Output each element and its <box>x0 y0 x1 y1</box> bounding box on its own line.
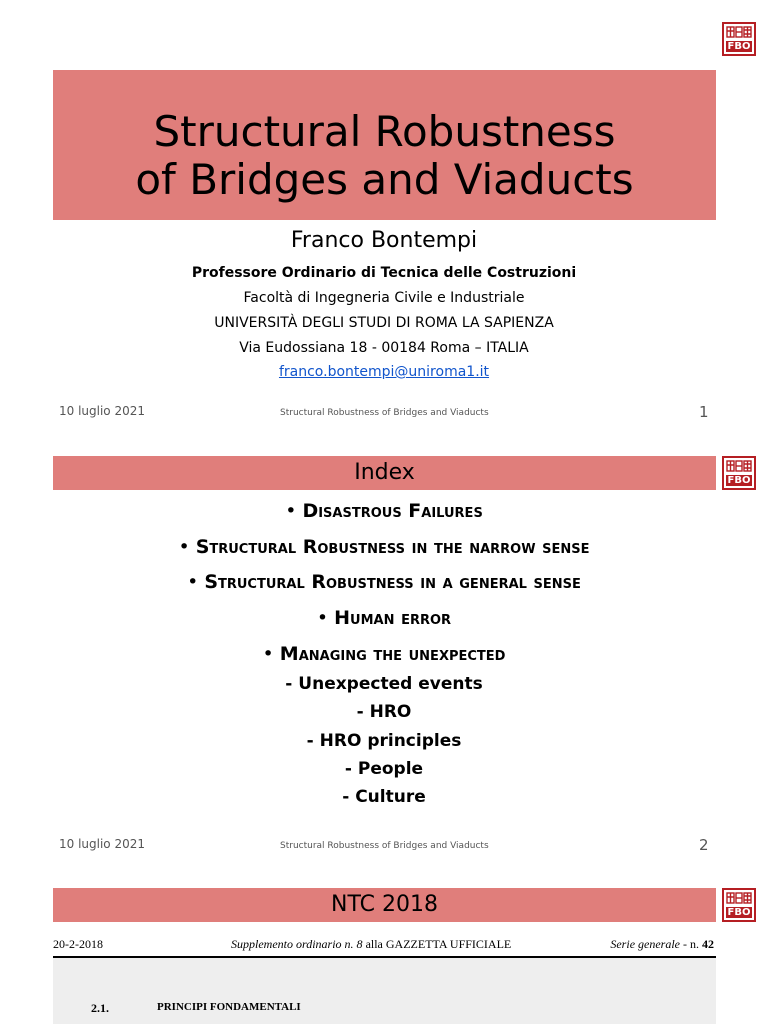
logo-text: FBO <box>727 41 751 52</box>
slide2-footer-title: Structural Robustness of Bridges and Viaducts <box>280 841 489 851</box>
affiliation-position: Professore Ordinario di Tecnica delle Costruzioni <box>191 265 577 281</box>
slide3-title-band <box>53 888 716 922</box>
affiliation-university: UNIVERSITÀ DEGLI STUDI DI ROMA LA SAPIENZA <box>214 315 554 331</box>
section-number: 2.1. <box>91 1001 109 1015</box>
index-subitem: - People <box>344 759 424 779</box>
slide1-title-line1: Structural Robustness <box>153 107 616 156</box>
index-subitem: - HRO principles <box>306 731 462 751</box>
index-subitem: - Unexpected events <box>285 674 483 694</box>
slide2-page-number: 2 <box>699 836 709 854</box>
slide2-title: Index <box>354 460 415 485</box>
gazette-header <box>53 934 716 958</box>
affiliation-address: Via Eudossiana 18 - 00184 Roma – ITALIA <box>239 340 529 356</box>
logo-glyph-icon <box>726 26 752 38</box>
fbo-logo <box>722 456 756 490</box>
slide1-title-band <box>53 70 716 220</box>
email-row <box>0 360 768 385</box>
slide1-page-number: 1 <box>699 403 709 421</box>
slide2-footer-date: 10 luglio 2021 <box>59 837 146 851</box>
index-item: • Disastrous Failures <box>285 500 483 522</box>
gazette-center: Supplemento ordinario n. 8 alla GAZZETTA UFFICIALE <box>231 937 512 951</box>
index-item: • Structural Robustness in the narrow sense <box>178 536 590 558</box>
gazette-series: Serie generale - n. 42 <box>610 937 714 951</box>
index-item: • Structural Robustness in a general sense <box>187 571 581 593</box>
section-title: PRINCIPI FONDAMENTALI <box>157 1001 301 1013</box>
slide1-title-line2: of Bridges and Viaducts <box>135 155 634 204</box>
affiliation-faculty: Facoltà di Ingegneria Civile e Industriale <box>243 290 525 306</box>
index-item: • Managing the unexpected <box>262 643 506 665</box>
slide1-footer-title: Structural Robustness of Bridges and Viaducts <box>280 408 489 418</box>
index-subitem: - Culture <box>342 787 426 807</box>
slide1-footer-date: 10 luglio 2021 <box>59 404 146 418</box>
slide3-title: NTC 2018 <box>331 892 438 917</box>
index-item: • Human error <box>316 607 452 629</box>
fbo-logo <box>722 888 756 922</box>
author-name: Franco Bontempi <box>290 228 478 253</box>
gazette-date: 20-2-2018 <box>53 937 103 951</box>
email-link[interactable]: franco.bontempi@uniroma1.it <box>278 364 490 380</box>
logo-text: FBO <box>727 907 751 918</box>
slide2-title-band <box>53 456 716 490</box>
fbo-logo <box>722 22 756 56</box>
gazette-body <box>53 958 716 1024</box>
index-subitem: - HRO <box>356 702 412 722</box>
logo-glyph-icon <box>726 460 752 472</box>
logo-text: FBO <box>727 475 751 486</box>
logo-glyph-icon <box>726 892 752 904</box>
